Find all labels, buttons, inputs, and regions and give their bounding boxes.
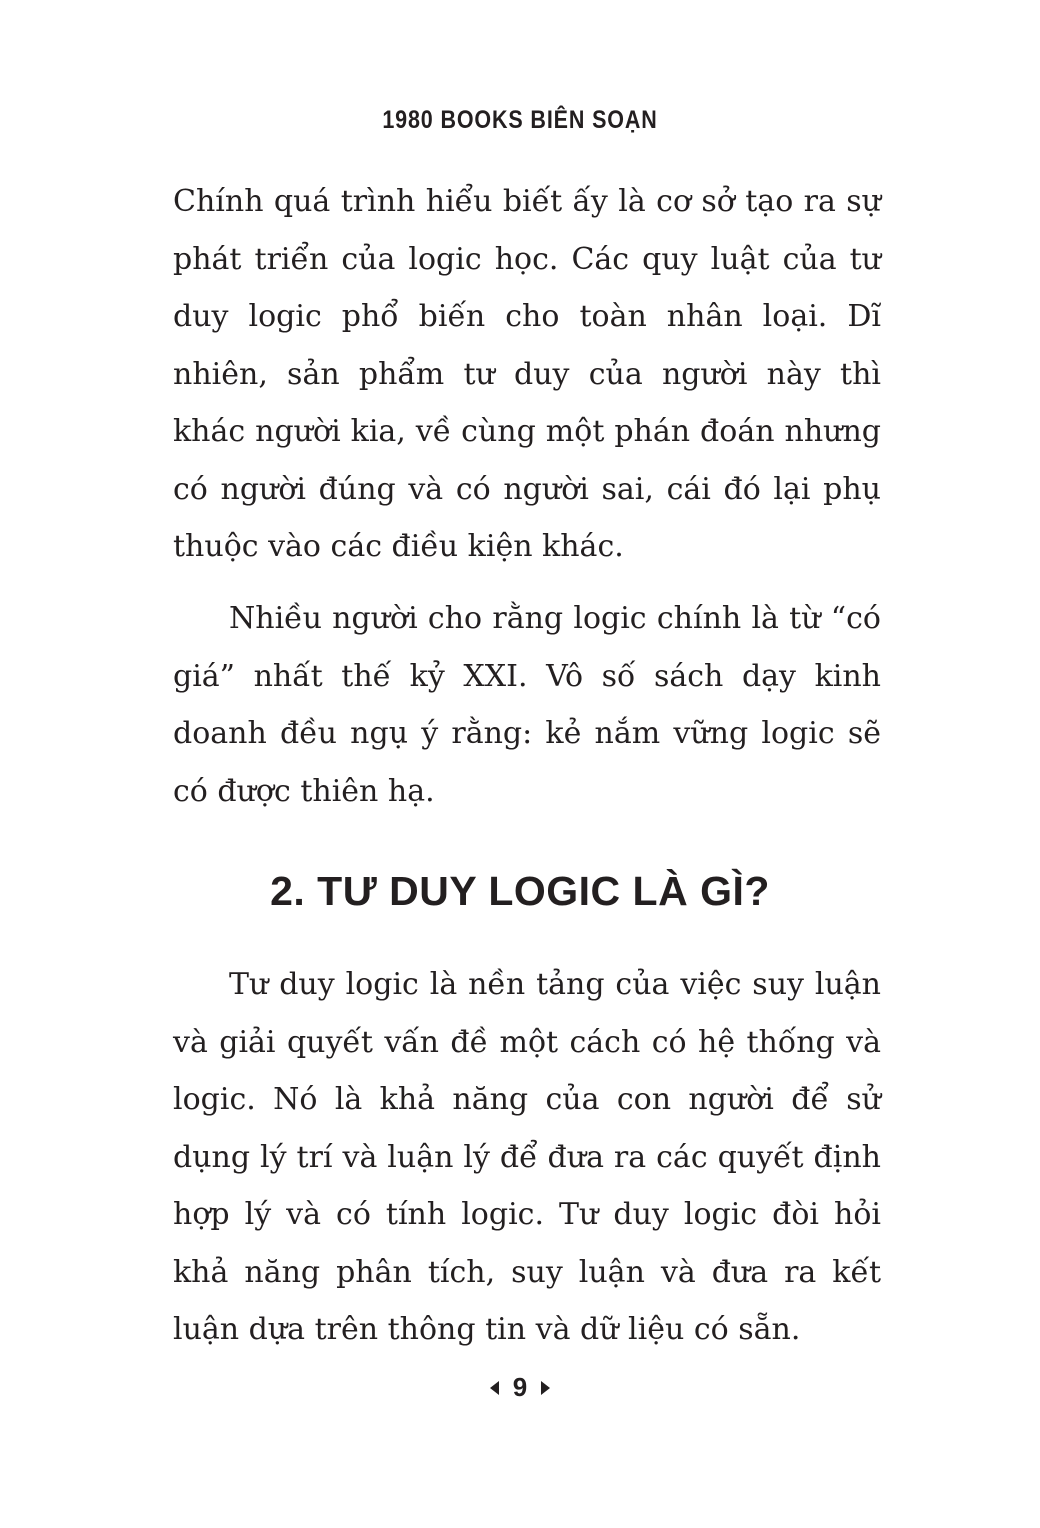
triangle-left-icon (490, 1381, 499, 1395)
paragraph-1: Chính quá trình hiểu biết ấy là cơ sở tạo ra sự phát triển của logic học. Các quy luật của tư duy logic phổ biến cho toàn nhân loại. Dĩ nhiên, sản phẩm tư duy của người này thì khác người kia, về cùng một phán đoán nhưng có người đúng và có người sai, cái đó lại phụ thuộc vào các điều kiện khác. (173, 184, 881, 564)
body-text-block-2 (173, 590, 881, 820)
triangle-right-icon (541, 1381, 550, 1395)
running-header: 1980 BOOKS BIÊN SOẠN (382, 106, 658, 134)
body-text-block-1 (173, 173, 881, 576)
paragraph-3: Tư duy logic là nền tảng của việc suy luận và giải quyết vấn đề một cách có hệ thống và logic. Nó là khả năng của con người để sử dụng lý trí và luận lý để đưa ra các quyết định hợp lý và có tính logic. Tư duy logic đòi hỏi khả năng phân tích, suy luận và đưa ra kết luận dựa trên thông tin và dữ liệu có sẵn. (173, 967, 881, 1347)
page-number: 9 (512, 1372, 528, 1402)
paragraph-2: Nhiều người cho rằng logic chính là từ “có giá” nhất thế kỷ XXI. Vô số sách dạy kinh doanh đều ngụ ý rằng: kẻ nắm vững logic sẽ có được thiên hạ. (173, 601, 881, 809)
body-text-block-3 (173, 956, 881, 1359)
page-footer (0, 1372, 1040, 1403)
section-heading: 2. TƯ DUY LOGIC LÀ GÌ? (270, 868, 770, 914)
